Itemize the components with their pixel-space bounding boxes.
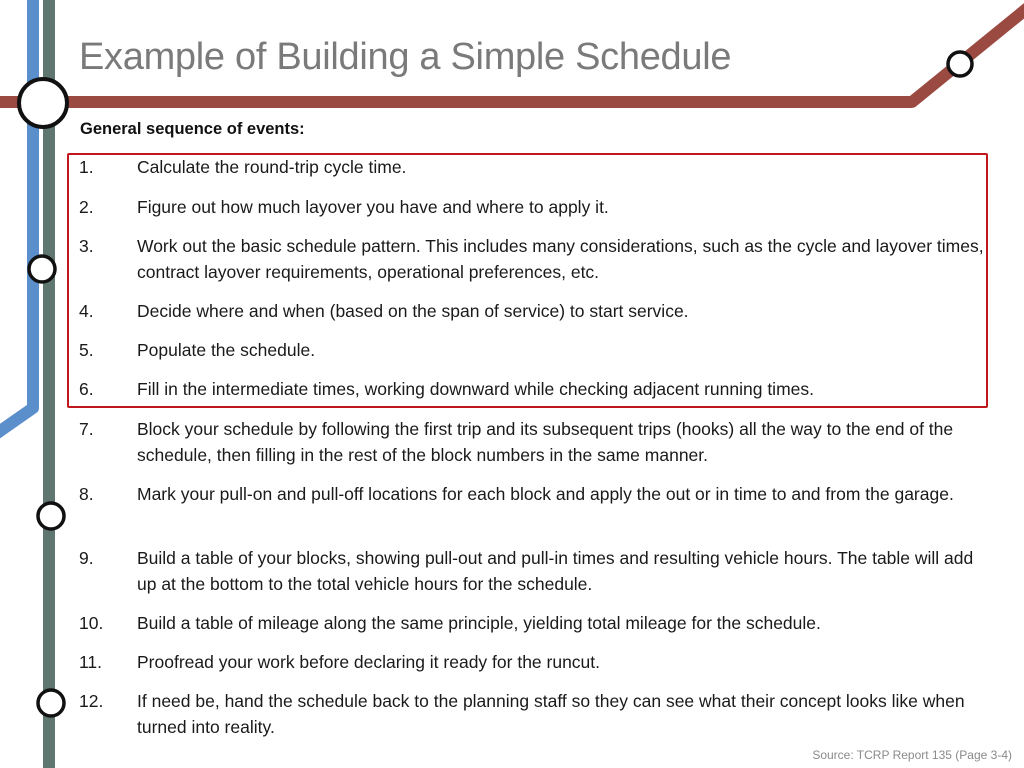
list-item — [79, 482, 984, 508]
blue-route-line — [0, 0, 33, 438]
list-item — [79, 377, 984, 403]
list-item — [79, 195, 984, 221]
step-text: Work out the basic schedule pattern. This includes many considerations, such as the cycle and layover times, contract layover requirements, operational preferences, etc. — [137, 236, 984, 282]
list-item — [79, 546, 984, 597]
step-number: 10. — [79, 613, 104, 633]
step-text: Block your schedule by following the first trip and its subsequent trips (hooks) all the way to the end of the schedule, then filling in the rest of the block numbers in the same manner. — [137, 419, 954, 465]
list-item — [79, 234, 984, 285]
station-circle — [38, 690, 64, 716]
list-item — [79, 689, 984, 740]
step-number: 2. — [79, 197, 94, 217]
list-item — [79, 338, 984, 364]
step-text: Mark your pull-on and pull-off locations for each block and apply the out or in time to and from the garage. — [137, 484, 954, 504]
step-number: 1. — [79, 157, 94, 177]
step-number: 7. — [79, 419, 94, 439]
step-number: 11. — [79, 652, 103, 672]
step-number: 4. — [79, 301, 94, 321]
list-item — [79, 650, 984, 676]
slide-title: Example of Building a Simple Schedule — [79, 36, 732, 78]
station-circle — [38, 503, 64, 529]
list-item — [79, 417, 984, 468]
step-text: Build a table of your blocks, showing pull-out and pull-in times and resulting vehicle hours. The table will add up at the bottom to the total vehicle hours for the schedule. — [137, 548, 974, 594]
list-item — [79, 299, 984, 325]
step-number: 9. — [79, 548, 94, 568]
step-number: 3. — [79, 236, 94, 256]
step-text: Populate the schedule. — [137, 340, 316, 360]
step-text: Fill in the intermediate times, working downward while checking adjacent running times. — [137, 379, 814, 399]
station-large-circle — [19, 79, 67, 127]
step-number: 5. — [79, 340, 94, 360]
step-text: Figure out how much layover you have and where to apply it. — [137, 197, 609, 217]
step-number: 8. — [79, 484, 94, 504]
step-text: Calculate the round-trip cycle time. — [137, 157, 407, 177]
list-item — [79, 155, 984, 181]
step-number: 6. — [79, 379, 94, 399]
station-circle — [29, 256, 55, 282]
step-text: If need be, hand the schedule back to the planning staff so they can see what their concept looks like when turned into reality. — [137, 691, 965, 737]
step-text: Proofread your work before declaring it ready for the runcut. — [137, 652, 601, 672]
list-item — [79, 611, 984, 637]
section-subheading: General sequence of events: — [80, 120, 305, 138]
step-text: Decide where and when (based on the span of service) to start service. — [137, 301, 689, 321]
step-text: Build a table of mileage along the same principle, yielding total mileage for the schedule. — [137, 613, 821, 633]
station-circle — [948, 52, 972, 76]
step-number: 12. — [79, 691, 104, 711]
source-citation: Source: TCRP Report 135 (Page 3-4) — [812, 748, 1012, 762]
